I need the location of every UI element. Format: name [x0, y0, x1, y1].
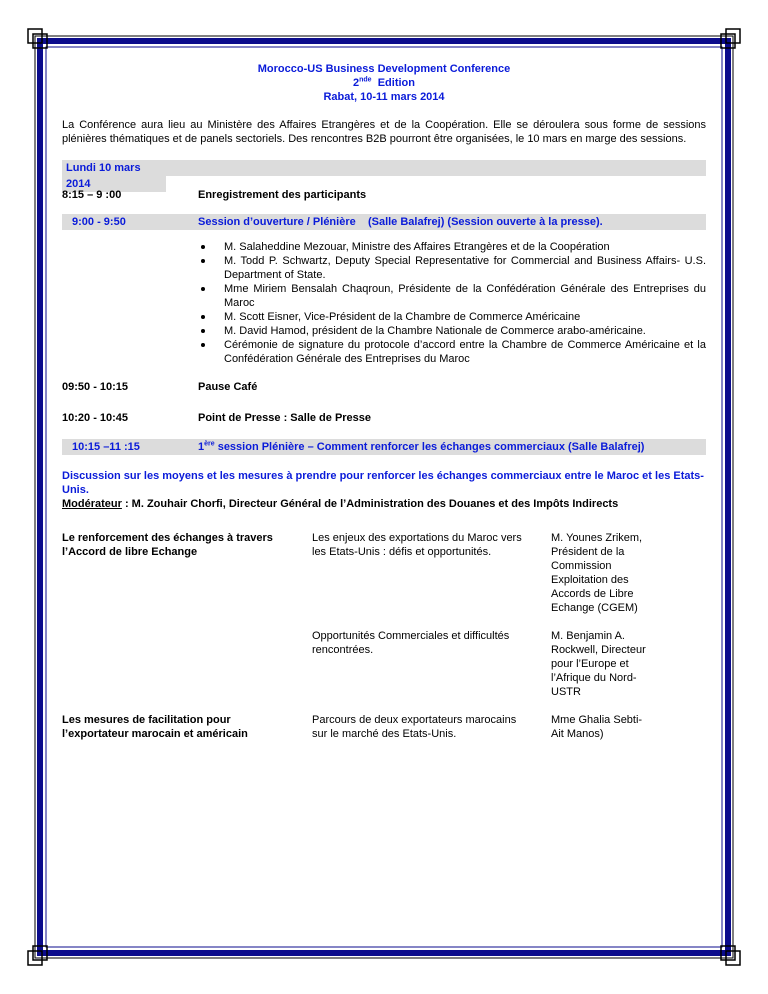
list-item: M. David Hamod, président de la Chambre Nationale de Commerce arabo-américaine.: [198, 324, 706, 338]
list-item: M. Scott Eisner, Vice-Président de la Chambre de Commerce Américaine: [198, 310, 706, 324]
schedule-row: 10:20 - 10:45 Point de Presse : Salle de Presse: [62, 412, 372, 424]
schedule-row-plenary: 10:15 –11 :15 1ère session Plénière – Comment renforcer les échanges commerciaux (Salle Balafrej): [62, 439, 706, 455]
document-content: [62, 62, 706, 741]
moderator-line: Modérateur : M. Zouhair Chorfi, Directeur Général de l’Administration des Douanes et des Impôts Indirects: [62, 498, 619, 510]
edition-line: 2nde Edition: [353, 76, 415, 89]
panel-topic: Opportunités Commerciales et difficultés rencontrées.: [312, 630, 510, 656]
list-item: M. Todd P. Schwartz, Deputy Special Representative for Commercial and Business Affairs- U.S. Department of State.: [198, 254, 706, 282]
list-item: Mme Miriem Bensalah Chaqroun, Présidente de la Confédération Générale des Entreprises du Maroc: [198, 282, 706, 310]
panel-theme: [62, 629, 284, 699]
day-banner: Lundi 10 mars 2014: [62, 160, 706, 176]
schedule-row: 8:15 – 9 :00 Enregistrement des participants: [62, 189, 367, 201]
intro-paragraph: La Conférence aura lieu au Ministère des Affaires Etrangères et de la Coopération. Elle se déroulera sous forme de sessions plénières thématiques et de panels sectoriels. Des rencontres B2B pourront être organisées, le 10 mars en marge des sessions.: [62, 119, 706, 145]
panel-theme: Les mesures de facilitation pour l’exportateur marocain et américain: [62, 714, 248, 740]
schedule-row: 09:50 - 10:15 Pause Café: [62, 381, 258, 393]
opening-speakers-list: [198, 240, 706, 366]
panel-topic: Parcours de deux exportateurs marocains sur le marché des Etats-Unis.: [312, 714, 517, 740]
panel-speaker: M. Younes Zrikem, Président de la Commission Exploitation des Accords de Libre Echange (CGEM): [551, 532, 643, 614]
conference-heading: [62, 62, 706, 104]
panel-topic: Les enjeux des exportations du Maroc vers les Etats-Unis : défis et opportunités.: [312, 532, 522, 558]
conference-date-place: Rabat, 10-11 mars 2014: [323, 91, 445, 103]
list-item: Cérémonie de signature du protocole d’accord entre la Chambre de Commerce Américaine et la Confédération Générale des Entreprises du Maroc: [198, 338, 706, 366]
panel-speaker: Mme Ghalia Sebti-Ait Manos): [551, 714, 643, 740]
panel-speaker: M. Benjamin A. Rockwell, Directeur pour l’Europe et l’Afrique du Nord-USTR: [551, 630, 646, 698]
discussion-text: Discussion sur les moyens et les mesures à prendre pour renforcer les échanges commerciaux entre le Maroc et les Etats-Unis.: [62, 470, 704, 496]
panel-theme: Le renforcement des échanges à travers l’Accord de libre Echange: [62, 532, 273, 558]
schedule-row-opening: 9:00 - 9:50 Session d’ouverture / Plénière (Salle Balafrej) (Session ouverte à la presse).: [62, 214, 706, 230]
panel-table: [62, 531, 706, 741]
conference-title: Morocco-US Business Development Conference: [257, 63, 511, 75]
list-item: M. Salaheddine Mezouar, Ministre des Affaires Etrangères et de la Coopération: [198, 240, 706, 254]
